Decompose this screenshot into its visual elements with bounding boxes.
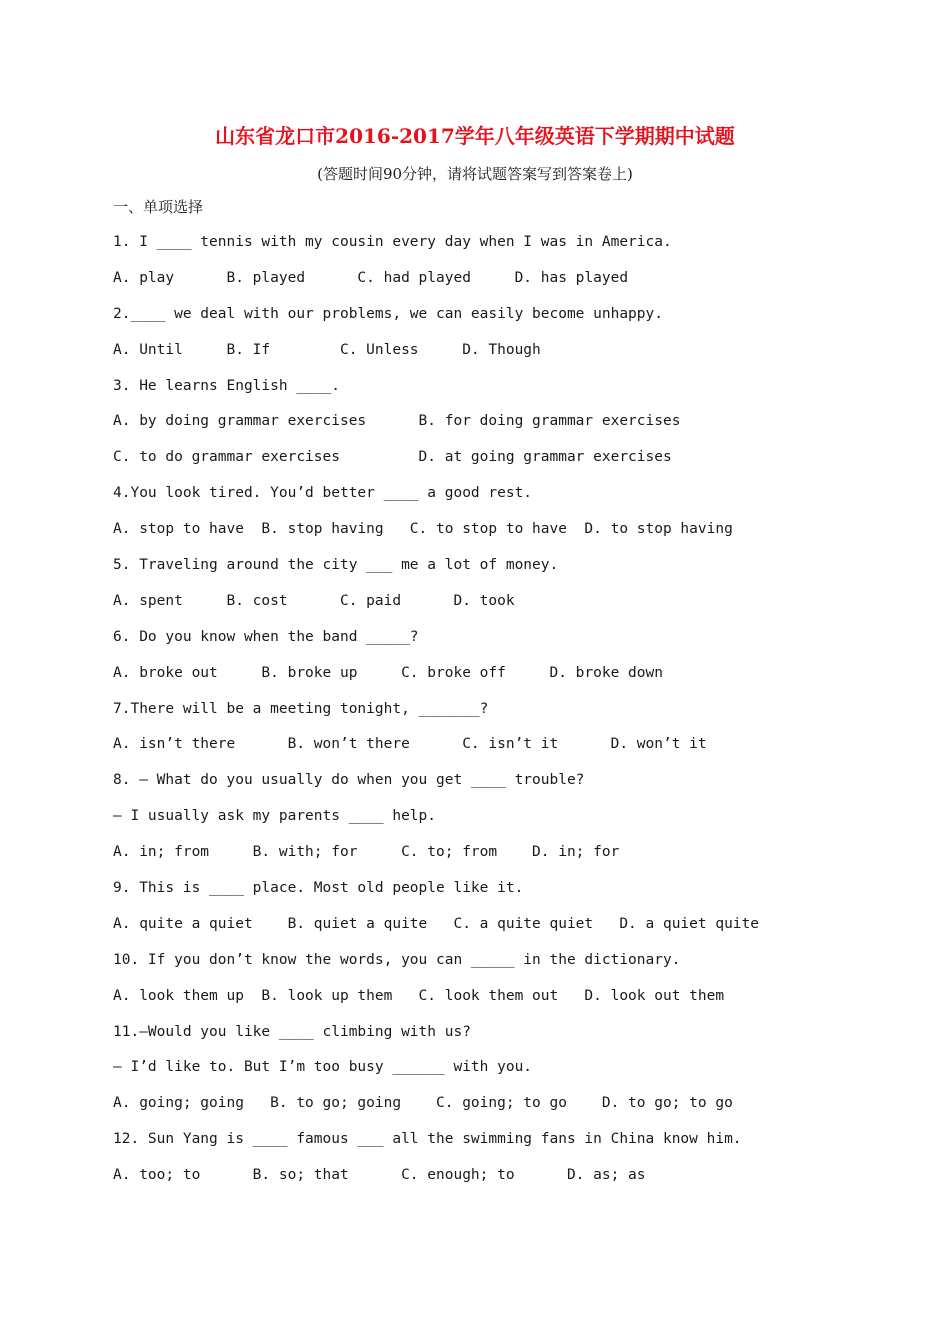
question-5: 5. Traveling around the city ___ me a lot of money. [113,557,559,574]
question-9-options: A. quite a quiet B. quiet a quite C. a quite quiet D. a quiet quite [113,915,760,932]
question-6: 6. Do you know when the band _____? [113,628,419,645]
question-10: 10. If you don’t know the words, you can _____ in the dictionary. [113,951,681,968]
page-title: 山东省龙口市2016-2017学年八年级英语下学期期中试题 [215,124,735,148]
question-8-reply: — I usually ask my parents ____ help. [113,808,437,825]
question-list [113,231,913,1200]
question-4: 4.You look tired. You’d better ____ a good rest. [113,485,533,502]
question-11-options: A. going; going B. to go; going C. going; to go D. to go; to go [113,1095,733,1112]
question-12: 12. Sun Yang is ____ famous ___ all the swimming fans in China know him. [113,1131,742,1148]
exam-instructions: (答题时间90分钟，请将试题答案写到答案卷上) [317,165,633,183]
question-5-options: A. spent B. cost C. paid D. took [113,592,515,609]
question-7-options: A. isn’t there B. won’t there C. isn’t it D. won’t it [113,736,707,753]
question-2-options: A. Until B. If C. Unless D. Though [113,341,541,358]
question-1: 1. I ____ tennis with my cousin every day when I was in America. [113,234,672,250]
question-3: 3. He learns English ____. [113,377,340,394]
question-3-options-ab: A. by doing grammar exercises B. for doing grammar exercises [113,413,681,430]
section-heading: 一、单项选择 [113,198,204,216]
question-4-options: A. stop to have B. stop having C. to stop to have D. to stop having [113,521,733,538]
question-2: 2.____ we deal with our problems, we can easily become unhappy. [113,305,663,322]
question-6-options: A. broke out B. broke up C. broke off D. broke down [113,664,663,681]
question-8-options: A. in; from B. with; for C. to; from D. in; for [113,844,620,861]
question-8: 8. — What do you usually do when you get ____ trouble? [113,772,585,789]
question-9: 9. This is ____ place. Most old people like it. [113,880,524,897]
question-3-options-cd: C. to do grammar exercises D. at going grammar exercises [113,449,672,466]
question-7: 7.There will be a meeting tonight, _______? [113,700,489,717]
question-12-options: A. too; to B. so; that C. enough; to D. as; as [113,1167,646,1184]
question-10-options: A. look them up B. look up them C. look them out D. look out them [113,987,725,1004]
question-1-options: A. play B. played C. had played D. has played [113,269,629,286]
question-11: 11.—Would you like ____ climbing with us? [113,1023,471,1040]
question-11-reply: — I’d like to. But I’m too busy ______ with you. [113,1059,533,1076]
